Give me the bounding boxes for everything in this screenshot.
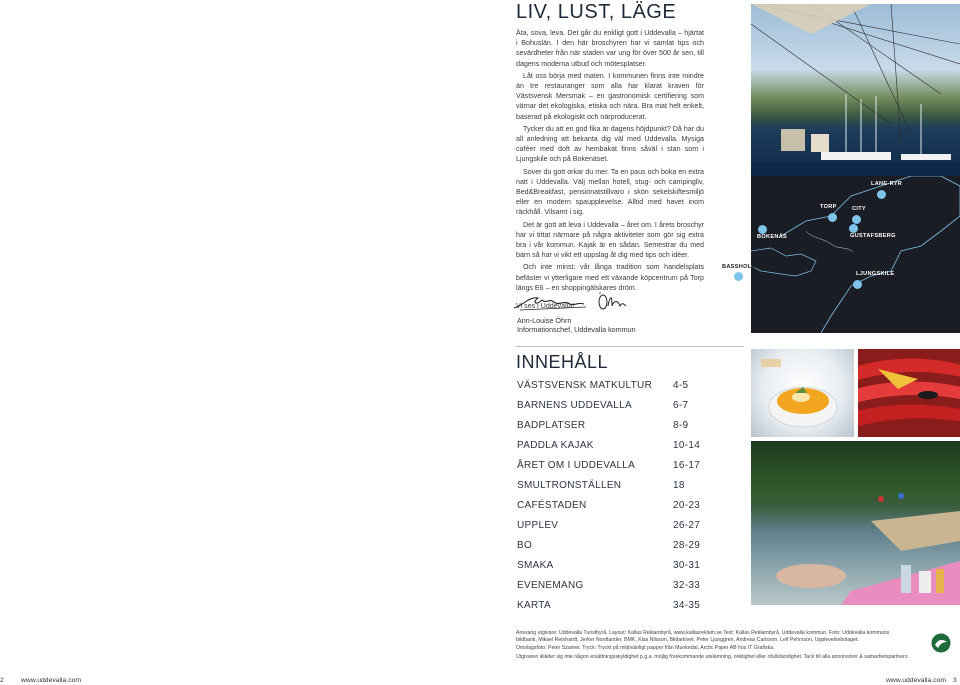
map-outline <box>751 176 960 333</box>
section-divider <box>516 346 744 347</box>
map-label-torp: TORP <box>820 204 837 210</box>
toc-item[interactable] <box>517 420 707 431</box>
harbor-photo <box>751 4 960 176</box>
toc-item[interactable] <box>517 480 707 491</box>
page-heading: LIV, LUST, LÄGE <box>516 1 677 23</box>
municipality-map <box>751 176 960 333</box>
signature-name: Ann-Louise Öhrn <box>517 316 572 325</box>
signature-title: Informationschef, Uddevalla kommun <box>517 325 636 334</box>
credits-line: Ansvarig utgivare: Uddevalla Turistbyrå. Layout: Kallas Reklambyrå, www.kallasreklam.se Text: Kallas Reklambyrå, Uddevalla kommun. Foto: Uddevalla kommuns <box>516 630 890 636</box>
toc-pages: 26-27 <box>673 520 701 531</box>
lake-picnic-photo <box>751 441 960 605</box>
map-label-bassholmen: BASSHOLMEN <box>722 264 765 270</box>
toc-pages: 10-14 <box>673 440 701 451</box>
intro-paragraph: Äta, sova, leva. Det går du enkligt gott i Uddevalla – hjärtat i Bohuslän. I den här broschyren har vi samlat tips och sevärdheter från när staden var ung för över 500 år sen, till dagens moderna utbud och mötesplatser. <box>516 29 704 68</box>
footer-left-page-number: 2 <box>0 677 4 684</box>
map-pin-lane-ryr <box>877 190 886 199</box>
map-label-gustafsberg: GUSTAFSBERG <box>850 233 896 239</box>
map-pin-torp <box>828 213 837 222</box>
toc-item[interactable] <box>517 540 707 551</box>
toc-pages: 20-23 <box>673 500 701 511</box>
toc-item[interactable] <box>517 500 707 511</box>
intro-text <box>516 28 704 313</box>
map-label-lane-ryr: LANE-RYR <box>871 181 903 187</box>
closing-line: Vi ses i Uddevalla! <box>516 302 575 311</box>
toc-label: VÄSTSVENSK MATKULTUR <box>517 380 653 391</box>
intro-paragraph: Tycker du att en god fika är dagens höjdpunkt? Då har du all anledning att bekanta dig väl med Uddevalla. Mysiga caféer med doft av hembakat finns såväl i stan som i Ljungskile och på Bokenäset. <box>516 124 704 164</box>
toc-pages: 16-17 <box>673 460 701 471</box>
intro-paragraph: Låt oss börja med maten. I kommunen finns inte mindre än tre restauranger som alla har klarat kraven för Västsvensk Mersmak – en gastronomisk certifiering som värnar det ekologiska, etiska och nära. Bra mat helt enkelt, baserad på ekologiskt och närproducerat. <box>516 71 704 121</box>
map-label-bokenas: BOKENÄS <box>757 234 788 240</box>
footer-right-page-number: 3 <box>953 677 957 684</box>
toc-label: UPPLEV <box>517 520 559 531</box>
toc-item[interactable] <box>517 560 707 571</box>
intro-paragraph: Och inte minst: vår långa tradition som handelsplats befäster vi ytterligare med ett växande köpcentrum på Torp längs E6 – en shoppingälskares dröm. <box>516 263 704 292</box>
toc-pages: 30-31 <box>673 560 701 571</box>
toc-label: CAFÉSTADEN <box>517 500 587 511</box>
map-label-ljungskile: LJUNGSKILE <box>856 271 895 277</box>
map-pin-bassholmen-outside <box>734 272 743 281</box>
credits-line: Omslagsfoto: Peter Szamer. Tryck: Tryckt på miljövänligt papper från Munkedal, Arctic Paper AB hos IT Grafiska. <box>516 644 775 651</box>
toc-pages: 8-9 <box>673 420 689 431</box>
toc-label: SMAKA <box>517 560 554 571</box>
toc-label: BO <box>517 540 533 551</box>
footer-right-url[interactable]: www.uddevalla.com <box>886 677 947 684</box>
toc-item[interactable] <box>517 460 707 471</box>
toc-title: INNEHÅLL <box>516 352 609 372</box>
credits-line: bildbank, Mikael Reinhardt, Jerker Nordlander, BMK, Klas Nilsson, Bildarkivet, Peter Ljunggren, Andreas Carlsson, Leif Pehrsson, Upplevelsebolaget. <box>516 637 859 644</box>
toc-item[interactable] <box>517 580 707 591</box>
eco-label-icon <box>931 633 951 653</box>
toc-label: PADDLA KAJAK <box>517 440 594 451</box>
toc-item[interactable] <box>517 400 707 411</box>
toc-label: BADPLATSER <box>517 420 586 431</box>
toc-label: SMULTRONSTÄLLEN <box>517 480 622 491</box>
toc-pages: 6-7 <box>673 400 689 411</box>
toc-pages: 32-33 <box>673 580 701 591</box>
toc-item[interactable] <box>517 520 707 531</box>
kayaks-photo <box>858 349 960 437</box>
toc-label: ÅRET OM I UDDEVALLA <box>517 460 636 471</box>
footer-left-url[interactable]: www.uddevalla.com <box>21 677 82 684</box>
map-pin-bokenas <box>758 225 767 234</box>
toc-item[interactable] <box>517 440 707 451</box>
map-label-city: CITY <box>852 206 866 212</box>
toc-label: BARNENS UDDEVALLA <box>517 400 632 411</box>
map-pin-gustafsberg <box>849 224 858 233</box>
toc-item[interactable] <box>517 380 707 391</box>
credits-line: Utgivaren ikläder sig inte någon ersättningsskyldighet p.g.a. möjlig förekommande utelämning, oriktighet eller ofullständighet. Tack till alla annonsörer & samarbetspartners. <box>516 654 909 661</box>
intro-paragraph: Sover du gott orkar du mer. Ta en paus och boka en extra natt i Uddevalla. Välj mellan hotell, stug- och campingliv, Bed&Breakfast, pensionatstillvaro i skön sekelskiftesmiljö eller en modern spauppleveIse. Alltid med havet inom räckhåll. Vilsamt i sig. <box>516 167 704 217</box>
toc-pages: 28-29 <box>673 540 701 551</box>
toc-label: EVENEMANG <box>517 580 584 591</box>
toc-pages: 34-35 <box>673 600 701 611</box>
map-pin-city <box>852 215 861 224</box>
toc-item[interactable] <box>517 600 707 611</box>
toc-label: KARTA <box>517 600 551 611</box>
toc-pages: 18 <box>673 480 685 491</box>
intro-paragraph: Det är gott att leva i Uddevalla – året om. I årets broschyr har vi tittat närmare på några aktiviteter som gör sig extra bra i vår kommun. Kajak är en sådan. Semestrar du med barn så har vi vikt ett uppslag åt dig med tips och idéer. <box>516 220 704 260</box>
credits-block <box>516 630 916 662</box>
soup-photo <box>751 349 854 437</box>
handwritten-signature <box>512 288 627 314</box>
map-pin-ljungskile <box>853 280 862 289</box>
toc-pages: 4-5 <box>673 380 689 391</box>
